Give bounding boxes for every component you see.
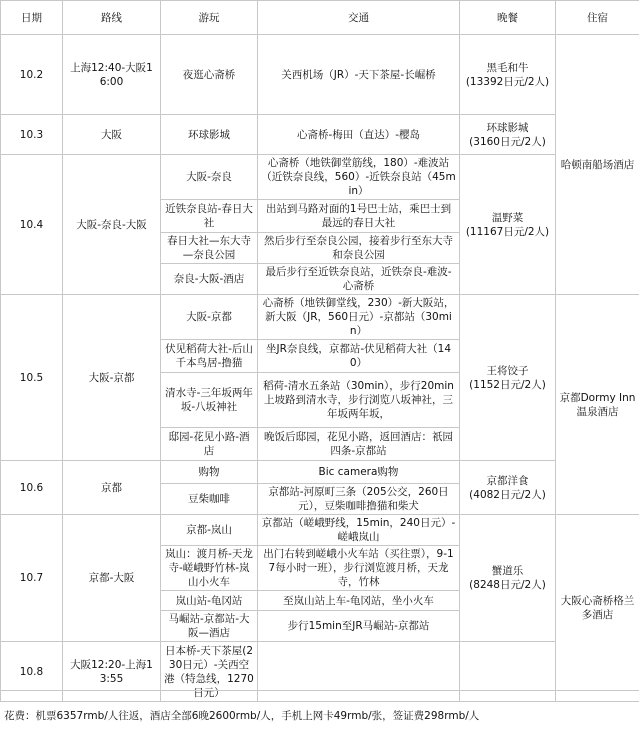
activity-cell: 岚山：渡月桥-天龙寺-嵯峨野竹林-岚山小火车 bbox=[161, 546, 258, 591]
header-transport: 交通 bbox=[258, 1, 460, 35]
route-cell: 上海12:40-大阪16:00 bbox=[63, 35, 161, 115]
transport-cell: 晚饭后邸园，花见小路，返回酒店：祇园四条-京都站 bbox=[258, 428, 460, 461]
transport-cell: 坐JR奈良线，京都站-伏见稻荷大社（140） bbox=[258, 340, 460, 373]
transport-cell: 出门右转到嵯峨小火车站（买往票），9-17每小时一班），步行浏览渡月桥，天龙寺，竹林 bbox=[258, 546, 460, 591]
transport-cell: Bic camera购物 bbox=[258, 461, 460, 484]
route-cell: 大阪12:20-上海13:55 bbox=[63, 642, 161, 702]
cost-summary: 花费：机票6357rmb/人往返，酒店全部6晚2600rmb/人，手机上网卡49rmb/张，签证费298rmb/人 bbox=[0, 708, 479, 723]
header-route: 路线 bbox=[63, 1, 161, 35]
table-row bbox=[1, 295, 639, 340]
header-row bbox=[1, 1, 639, 35]
activity-cell: 马崛站-京都站-大阪—酒店 bbox=[161, 611, 258, 642]
dinner-cell: 黑毛和牛 (13392日元/2人) bbox=[460, 35, 556, 115]
dinner-cell: 王将饺子 (1152日元/2人) bbox=[460, 295, 556, 461]
activity-cell: 豆柴咖啡 bbox=[161, 484, 258, 515]
route-cell: 大阪 bbox=[63, 115, 161, 155]
date-cell: 10.5 bbox=[1, 295, 63, 461]
header-lodging: 住宿 bbox=[556, 1, 639, 35]
route-cell: 大阪-奈良-大阪 bbox=[63, 155, 161, 295]
route-cell: 京都-大阪 bbox=[63, 515, 161, 642]
activity-cell: 近铁奈良站-春日大社 bbox=[161, 200, 258, 233]
date-cell: 10.6 bbox=[1, 461, 63, 515]
date-cell: 10.3 bbox=[1, 115, 63, 155]
transport-cell: 心斋桥（地铁御堂线，230）-新大阪站，新大阪（JR，560日元）-京都站（30min） bbox=[258, 295, 460, 340]
transport-cell: 步行15min至JR马崛站-京都站 bbox=[258, 611, 460, 642]
activity-cell: 购物 bbox=[161, 461, 258, 484]
date-cell: 10.4 bbox=[1, 155, 63, 295]
activity-cell: 环球影城 bbox=[161, 115, 258, 155]
table-row bbox=[1, 35, 639, 115]
date-cell: 10.2 bbox=[1, 35, 63, 115]
header-date: 日期 bbox=[1, 1, 63, 35]
dinner-cell: 环球影城 (3160日元/2人) bbox=[460, 115, 556, 155]
footer-bar bbox=[0, 690, 639, 740]
activity-cell: 日本桥-天下茶屋(230日元）-关西空港（特急线，1270日元） bbox=[161, 642, 258, 702]
dinner-cell: 蟹道乐 (8248日元/2人) bbox=[460, 515, 556, 642]
route-cell: 大阪-京都 bbox=[63, 295, 161, 461]
header-dinner: 晚餐 bbox=[460, 1, 556, 35]
activity-cell: 岚山站-龟冈站 bbox=[161, 591, 258, 611]
transport-cell: 京都站（嵯峨野线，15min，240日元）-嵯峨岚山 bbox=[258, 515, 460, 546]
table-row bbox=[1, 155, 639, 200]
activity-cell: 伏见稻荷大社-后山千本鸟居-撸猫 bbox=[161, 340, 258, 373]
dinner-cell: 京都洋食 (4082日元/2人) bbox=[460, 461, 556, 515]
activity-cell: 奈良-大阪-酒店 bbox=[161, 264, 258, 295]
activity-cell: 邸园-花见小路-酒店 bbox=[161, 428, 258, 461]
table-row bbox=[1, 115, 639, 155]
activity-cell: 大阪-京都 bbox=[161, 295, 258, 340]
activity-cell: 夜逛心斋桥 bbox=[161, 35, 258, 115]
date-cell: 10.7 bbox=[1, 515, 63, 642]
transport-cell: 心斋桥（地铁御堂筋线，180）-难波站（近铁奈良线，560）-近铁奈良站（45min） bbox=[258, 155, 460, 200]
date-cell: 10.8 bbox=[1, 642, 63, 702]
transport-cell: 出站到马路对面的1号巴士站，乘巴士到最远的春日大社 bbox=[258, 200, 460, 233]
transport-cell: 心斋桥-梅田（直达）-樱岛 bbox=[258, 115, 460, 155]
transport-cell: 关西机场（JR）-天下茶屋-长崛桥 bbox=[258, 35, 460, 115]
activity-cell: 大阪-奈良 bbox=[161, 155, 258, 200]
activity-cell: 清水寺-三年坂两年坂-八坂神社 bbox=[161, 373, 258, 428]
transport-cell: 然后步行至奈良公园，接着步行至东大寺和奈良公园 bbox=[258, 233, 460, 264]
hotel-cell: 大阪心斋桥格兰多酒店 bbox=[556, 515, 639, 702]
table-row bbox=[1, 461, 639, 484]
hotel-cell: 哈顿南船场酒店 bbox=[556, 35, 639, 295]
table-row bbox=[1, 515, 639, 546]
dinner-cell: 温野菜 (11167日元/2人) bbox=[460, 155, 556, 295]
activity-cell: 京都-岚山 bbox=[161, 515, 258, 546]
activity-cell: 春日大社—东大寺—奈良公园 bbox=[161, 233, 258, 264]
transport-cell: 最后步行至近铁奈良站，近铁奈良-难波-心斋桥 bbox=[258, 264, 460, 295]
hotel-cell: 京都Dormy Inn 温泉酒店 bbox=[556, 295, 639, 515]
transport-cell: 至岚山站上车-龟冈站，坐小火车 bbox=[258, 591, 460, 611]
route-cell: 京都 bbox=[63, 461, 161, 515]
transport-cell: 京都站-河原町三条（205公交，260日元），豆柴咖啡撸猫和柴犬 bbox=[258, 484, 460, 515]
transport-cell: 稻荷-清水五条站（30min），步行20min上坡路到清水寺，步行浏览八坂神社，三年坂两年坂， bbox=[258, 373, 460, 428]
header-activity: 游玩 bbox=[161, 1, 258, 35]
